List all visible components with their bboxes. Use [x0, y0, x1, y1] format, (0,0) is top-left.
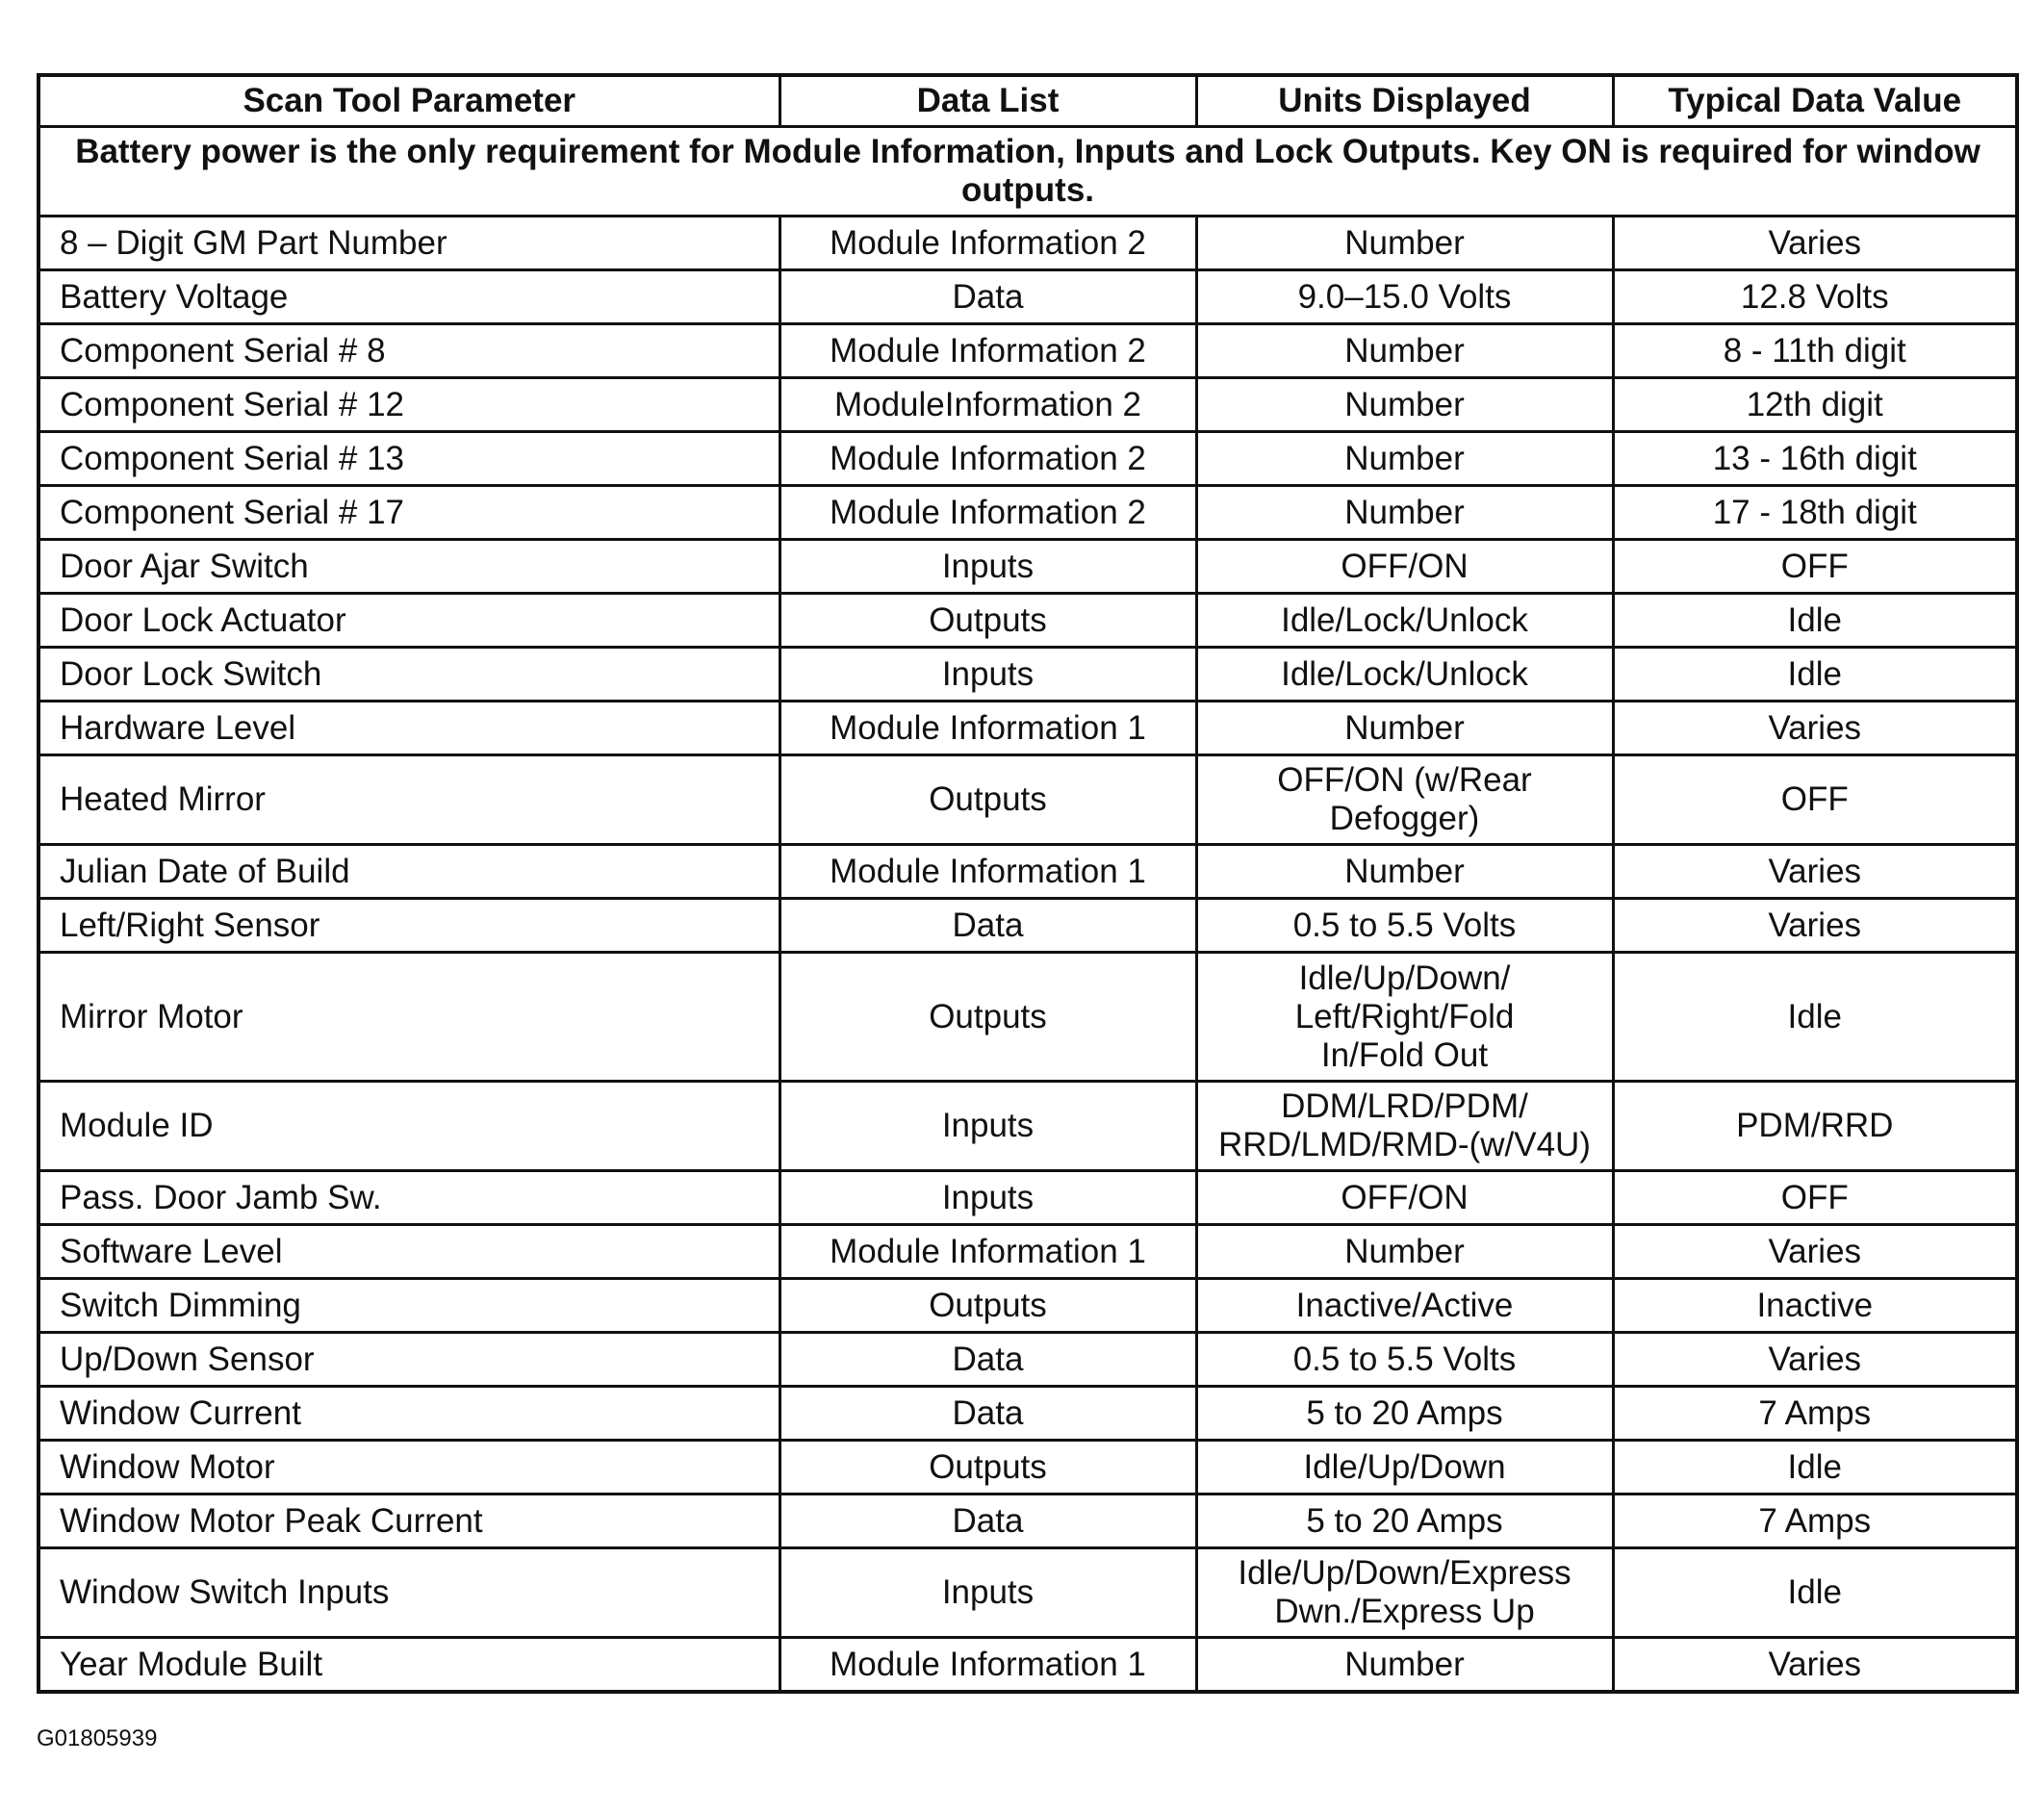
cell-parameter: [38, 1495, 779, 1548]
cell-line: Number: [1344, 852, 1465, 890]
cell-data-list: [779, 953, 1196, 1082]
cell-line: Mirror Motor: [60, 997, 243, 1035]
cell-line: Idle/Up/Down: [1303, 1447, 1506, 1486]
cell-line: Module Information 1: [830, 1645, 1146, 1683]
cell-parameter: [38, 1441, 779, 1495]
cell-units-displayed: [1196, 702, 1613, 755]
cell-parameter: [38, 217, 779, 270]
cell-data-list: [779, 540, 1196, 594]
figure-id: G01805939: [37, 1725, 158, 1751]
cell-units-displayed: [1196, 845, 1613, 899]
cell-typical-data-value: [1613, 1495, 2017, 1548]
cell-typical-data-value: [1613, 953, 2017, 1082]
table-row: [38, 1225, 2017, 1279]
cell-data-list: [779, 1171, 1196, 1225]
cell-line: Number: [1344, 439, 1465, 477]
cell-line: Module Information 2: [830, 223, 1146, 262]
cell-parameter: [38, 899, 779, 953]
cell-line: 13 - 16th digit: [1712, 439, 1917, 477]
cell-typical-data-value: [1613, 486, 2017, 540]
cell-line: Left/Right/Fold: [1294, 997, 1515, 1035]
cell-line: Outputs: [929, 1286, 1047, 1324]
table-row: [38, 1495, 2017, 1548]
cell-line: Component Serial # 8: [60, 331, 386, 370]
cell-line: OFF: [1780, 547, 1849, 585]
cell-units-displayed: [1196, 378, 1613, 432]
cell-parameter: [38, 270, 779, 324]
cell-line: Varies: [1768, 852, 1862, 890]
cell-line: Number: [1344, 385, 1465, 423]
cell-typical-data-value: [1613, 217, 2017, 270]
cell-line: Idle: [1787, 600, 1842, 639]
cell-typical-data-value: [1613, 1279, 2017, 1333]
cell-line: Idle: [1787, 654, 1842, 693]
cell-line: Data: [952, 1501, 1024, 1540]
cell-line: Number: [1344, 223, 1465, 262]
cell-units-displayed: [1196, 270, 1613, 324]
cell-units-displayed: [1196, 755, 1613, 845]
cell-line: Idle: [1787, 1573, 1842, 1611]
cell-line: Idle: [1787, 1447, 1842, 1486]
cell-line: OFF: [1780, 1178, 1849, 1216]
cell-line: Varies: [1768, 906, 1862, 944]
table-row: [38, 953, 2017, 1082]
cell-data-list: [779, 432, 1196, 486]
cell-line: 5 to 20 Amps: [1306, 1501, 1503, 1540]
table-row: [38, 1441, 2017, 1495]
header-units-displayed: Units Displayed: [1196, 75, 1613, 127]
cell-line: DDM/LRD/PDM/: [1281, 1087, 1528, 1125]
cell-line: Module Information 2: [830, 331, 1146, 370]
cell-typical-data-value: [1613, 1638, 2017, 1693]
cell-units-displayed: [1196, 594, 1613, 648]
cell-line: Module Information 1: [830, 708, 1146, 747]
cell-data-list: [779, 270, 1196, 324]
cell-parameter: [38, 594, 779, 648]
cell-line: Hardware Level: [60, 708, 296, 747]
cell-typical-data-value: [1613, 1082, 2017, 1171]
cell-line: Varies: [1768, 223, 1862, 262]
cell-line: Battery Voltage: [60, 277, 289, 316]
cell-line: 0.5 to 5.5 Volts: [1292, 906, 1517, 944]
cell-line: Number: [1344, 1232, 1465, 1270]
table-row: [38, 899, 2017, 953]
cell-line: OFF/ON: [1341, 547, 1469, 585]
cell-data-list: [779, 1333, 1196, 1387]
cell-data-list: [779, 755, 1196, 845]
cell-data-list: [779, 845, 1196, 899]
cell-line: Outputs: [929, 997, 1047, 1035]
table-row: [38, 378, 2017, 432]
cell-units-displayed: [1196, 540, 1613, 594]
cell-line: Outputs: [929, 600, 1047, 639]
cell-line: Inputs: [941, 1573, 1035, 1611]
cell-typical-data-value: [1613, 1333, 2017, 1387]
cell-line: In/Fold Out: [1320, 1035, 1489, 1074]
cell-line: Inactive: [1756, 1286, 1874, 1324]
cell-parameter: [38, 1387, 779, 1441]
cell-line: Julian Date of Build: [60, 852, 350, 890]
cell-parameter: [38, 1171, 779, 1225]
table-row: [38, 845, 2017, 899]
cell-data-list: [779, 324, 1196, 378]
cell-line: Idle/Up/Down/: [1298, 958, 1511, 997]
cell-parameter: [38, 324, 779, 378]
cell-line: Number: [1344, 493, 1465, 531]
cell-typical-data-value: [1613, 755, 2017, 845]
cell-parameter: [38, 755, 779, 845]
cell-line: 12.8 Volts: [1740, 277, 1889, 316]
cell-parameter: [38, 1548, 779, 1638]
cell-line: OFF/ON: [1341, 1178, 1469, 1216]
cell-line: Data: [952, 906, 1024, 944]
cell-data-list: [779, 1082, 1196, 1171]
cell-line: ModuleInformation 2: [833, 385, 1142, 423]
cell-line: Inputs: [941, 547, 1035, 585]
cell-parameter: [38, 378, 779, 432]
header-typical-data-value: Typical Data Value: [1613, 75, 2017, 127]
cell-line: Year Module Built: [60, 1645, 323, 1683]
cell-units-displayed: [1196, 899, 1613, 953]
cell-line: Window Motor: [60, 1447, 275, 1486]
requirement-note: Battery power is the only requirement for Module Information, Inputs and Lock Outputs. Key ON is required for window outputs.: [38, 127, 2017, 217]
cell-line: Software Level: [60, 1232, 283, 1270]
cell-line: Module Information 2: [830, 439, 1146, 477]
cell-line: 17 - 18th digit: [1712, 493, 1917, 531]
table-row: [38, 1279, 2017, 1333]
cell-line: Window Switch Inputs: [60, 1573, 390, 1611]
cell-line: Door Lock Actuator: [60, 600, 346, 639]
cell-parameter: [38, 1638, 779, 1693]
cell-line: Inputs: [941, 654, 1035, 693]
cell-units-displayed: [1196, 1171, 1613, 1225]
cell-data-list: [779, 594, 1196, 648]
cell-line: Varies: [1768, 708, 1862, 747]
cell-line: Dwn./Express Up: [1274, 1593, 1535, 1630]
cell-line: Inactive/Active: [1295, 1286, 1514, 1324]
cell-typical-data-value: [1613, 324, 2017, 378]
cell-line: Idle: [1787, 997, 1842, 1035]
cell-parameter: [38, 845, 779, 899]
cell-line: Data: [952, 1393, 1024, 1432]
cell-line: Inputs: [941, 1178, 1035, 1216]
cell-line: 8 – Digit GM Part Number: [60, 223, 447, 262]
cell-typical-data-value: [1613, 432, 2017, 486]
cell-line: Idle/Lock/Unlock: [1281, 654, 1528, 693]
cell-line: Varies: [1768, 1645, 1862, 1683]
cell-line: Number: [1344, 708, 1465, 747]
cell-data-list: [779, 378, 1196, 432]
table-row: [38, 1548, 2017, 1638]
cell-line: Varies: [1768, 1232, 1862, 1270]
cell-units-displayed: [1196, 324, 1613, 378]
cell-line: 0.5 to 5.5 Volts: [1292, 1340, 1517, 1378]
cell-data-list: [779, 1548, 1196, 1638]
cell-line: Component Serial # 12: [60, 385, 404, 423]
cell-line: Module ID: [60, 1107, 214, 1144]
cell-line: 12th digit: [1746, 385, 1883, 423]
cell-line: Idle/Lock/Unlock: [1281, 600, 1528, 639]
cell-data-list: [779, 1441, 1196, 1495]
cell-typical-data-value: [1613, 1548, 2017, 1638]
cell-typical-data-value: [1613, 594, 2017, 648]
cell-line: Module Information 1: [830, 1232, 1146, 1270]
cell-units-displayed: [1196, 1333, 1613, 1387]
cell-line: Window Current: [60, 1393, 301, 1432]
table-row: [38, 540, 2017, 594]
cell-line: Door Ajar Switch: [60, 547, 309, 585]
header-scan-tool-parameter: Scan Tool Parameter: [38, 75, 779, 127]
cell-line: PDM/RRD: [1736, 1107, 1894, 1144]
cell-typical-data-value: [1613, 899, 2017, 953]
cell-units-displayed: [1196, 1279, 1613, 1333]
cell-line: Inputs: [941, 1107, 1035, 1144]
cell-line: Varies: [1768, 1340, 1862, 1378]
header-row: [38, 75, 2017, 127]
cell-typical-data-value: [1613, 648, 2017, 702]
cell-data-list: [779, 702, 1196, 755]
cell-data-list: [779, 486, 1196, 540]
cell-units-displayed: [1196, 648, 1613, 702]
cell-line: Number: [1344, 331, 1465, 370]
cell-units-displayed: [1196, 1548, 1613, 1638]
cell-parameter: [38, 953, 779, 1082]
cell-parameter: [38, 1082, 779, 1171]
cell-parameter: [38, 486, 779, 540]
table-row: [38, 1333, 2017, 1387]
cell-data-list: [779, 1387, 1196, 1441]
table-row: [38, 432, 2017, 486]
cell-line: Number: [1344, 1645, 1465, 1683]
cell-line: Data: [952, 1340, 1024, 1378]
cell-line: 7 Amps: [1758, 1501, 1872, 1540]
header-data-list: Data List: [779, 75, 1196, 127]
cell-line: Heated Mirror: [60, 780, 266, 818]
cell-line: Door Lock Switch: [60, 654, 322, 693]
cell-typical-data-value: [1613, 1441, 2017, 1495]
table-body: [38, 127, 2017, 1693]
cell-typical-data-value: [1613, 378, 2017, 432]
cell-typical-data-value: [1613, 540, 2017, 594]
cell-typical-data-value: [1613, 702, 2017, 755]
cell-line: Outputs: [929, 780, 1047, 818]
cell-typical-data-value: [1613, 1171, 2017, 1225]
cell-line: OFF/ON (w/Rear: [1277, 761, 1532, 799]
cell-line: Left/Right Sensor: [60, 906, 320, 944]
cell-units-displayed: [1196, 1638, 1613, 1693]
cell-typical-data-value: [1613, 845, 2017, 899]
table-row: [38, 594, 2017, 648]
cell-line: 8 - 11th digit: [1723, 331, 1906, 370]
cell-units-displayed: [1196, 217, 1613, 270]
cell-line: 7 Amps: [1758, 1393, 1872, 1432]
cell-parameter: [38, 648, 779, 702]
cell-parameter: [38, 702, 779, 755]
cell-line: Data: [952, 277, 1024, 316]
cell-typical-data-value: [1613, 270, 2017, 324]
requirement-note-row: [38, 127, 2017, 217]
cell-units-displayed: [1196, 432, 1613, 486]
cell-parameter: [38, 1279, 779, 1333]
cell-data-list: [779, 1225, 1196, 1279]
cell-line: 5 to 20 Amps: [1306, 1393, 1503, 1432]
cell-line: OFF: [1780, 780, 1849, 818]
cell-line: Pass. Door Jamb Sw.: [60, 1178, 382, 1216]
scan-tool-parameter-table: [37, 73, 2019, 1694]
cell-line: Module Information 2: [830, 493, 1146, 531]
cell-line: Defogger): [1329, 800, 1480, 837]
cell-line: Switch Dimming: [60, 1286, 301, 1324]
cell-data-list: [779, 1495, 1196, 1548]
cell-units-displayed: [1196, 1495, 1613, 1548]
table-row: [38, 1638, 2017, 1693]
cell-data-list: [779, 1638, 1196, 1693]
cell-line: Outputs: [929, 1447, 1047, 1486]
cell-line: Component Serial # 17: [60, 493, 404, 531]
table-row: [38, 324, 2017, 378]
cell-parameter: [38, 432, 779, 486]
cell-units-displayed: [1196, 1225, 1613, 1279]
cell-data-list: [779, 1279, 1196, 1333]
cell-line: Window Motor Peak Current: [60, 1501, 483, 1540]
cell-line: 9.0–15.0 Volts: [1297, 277, 1512, 316]
table-row: [38, 1082, 2017, 1171]
cell-parameter: [38, 1333, 779, 1387]
cell-units-displayed: [1196, 486, 1613, 540]
cell-units-displayed: [1196, 953, 1613, 1082]
table-row: [38, 755, 2017, 845]
cell-line: Component Serial # 13: [60, 439, 404, 477]
cell-data-list: [779, 217, 1196, 270]
cell-line: RRD/LMD/RMD-(w/V4U): [1218, 1126, 1591, 1163]
cell-parameter: [38, 540, 779, 594]
cell-data-list: [779, 648, 1196, 702]
cell-typical-data-value: [1613, 1225, 2017, 1279]
cell-typical-data-value: [1613, 1387, 2017, 1441]
table-row: [38, 270, 2017, 324]
cell-parameter: [38, 1225, 779, 1279]
cell-units-displayed: [1196, 1441, 1613, 1495]
table-row: [38, 1171, 2017, 1225]
table-row: [38, 486, 2017, 540]
cell-line: Up/Down Sensor: [60, 1340, 315, 1378]
table-row: [38, 702, 2017, 755]
cell-line: Module Information 1: [830, 852, 1146, 890]
cell-line: Idle/Up/Down/Express: [1238, 1554, 1571, 1592]
cell-units-displayed: [1196, 1387, 1613, 1441]
table-row: [38, 1387, 2017, 1441]
table-row: [38, 648, 2017, 702]
cell-data-list: [779, 899, 1196, 953]
cell-units-displayed: [1196, 1082, 1613, 1171]
table-row: [38, 217, 2017, 270]
